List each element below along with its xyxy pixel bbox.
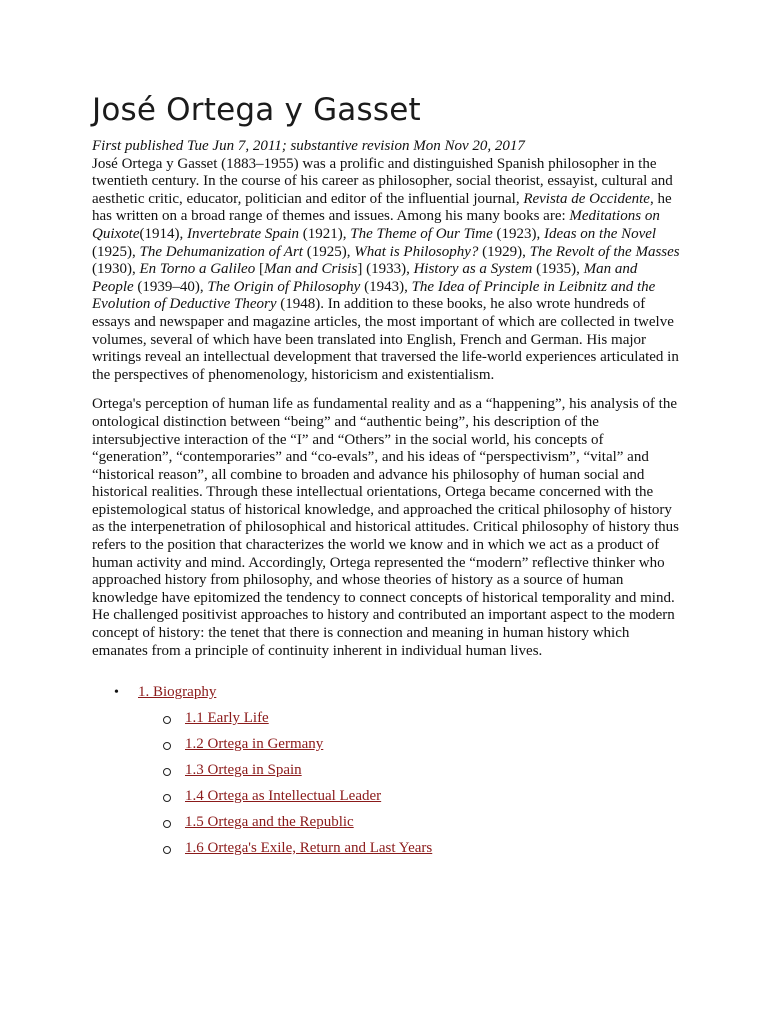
- circle-bullet-icon: [163, 794, 171, 802]
- toc-subitem-intellectual-leader: [92, 788, 682, 806]
- circle-bullet-icon: [163, 846, 171, 854]
- article-body: [92, 138, 682, 858]
- toc-subitem-spain: [92, 762, 682, 780]
- publication-info: First published Tue Jun 7, 2011; substantive revision Mon Nov 20, 2017: [92, 138, 525, 154]
- toc-subitem-republic: [92, 814, 682, 832]
- second-paragraph: Ortega's perception of human life as fundamental reality and as a “happening”, his analysis of the ontological distinction between “being” and “authentic being”, his description of the intersubjective interaction of the “I” and “Others” in the social world, his concepts of “generation”, “contemporaries” and “co-evals”, and his ideas of “perspectivism”, “vital” and “historical reason”, all combine to broaden and advance his philosophy of human social and historical realities. Through these intellectual orientations, Ortega became concerned with the epistemological status of historical knowledge, and approached the critical philosophy of history as the interpenetration of philosophical and historical attitudes. Critical philosophy of history thus refers to the position that characterizes the world we know and in which we act as a product of human activity and mind. Accordingly, Ortega represented the “modern” reflective thinker who approached history from philosophy, and whose theories of history as a source of human knowledge have epitomized the tendency to connect concepts of historical temporality and mind. He challenged positivist approaches to history and contributed an important aspect to the modern concept of history: the tenet that there is connection and meaning in human history which emanates from a principle of continuity inherent in individual human lives.: [92, 396, 679, 659]
- toc-link-republic[interactable]: 1.5 Ortega and the Republic: [185, 813, 354, 830]
- circle-bullet-icon: [163, 716, 171, 724]
- toc-sublist: [138, 710, 682, 858]
- toc-link-biography[interactable]: 1. Biography: [138, 684, 217, 701]
- circle-bullet-icon: [163, 768, 171, 776]
- toc-link-early-life[interactable]: 1.1 Early Life: [185, 709, 269, 726]
- page-title: José Ortega y Gasset: [92, 92, 421, 128]
- toc-subitem-germany: [92, 736, 682, 754]
- bullet-icon: •: [114, 685, 119, 701]
- toc-link-exile[interactable]: 1.6 Ortega's Exile, Return and Last Years: [185, 839, 433, 856]
- intro-paragraph: First published Tue Jun 7, 2011; substantive revision Mon Nov 20, 2017 José Ortega y Gasset (1883–1955) was a prolific and distinguished Spanish philosopher in the twentieth century. In the course of his career as philosopher, social theorist, essayist, cultural and aesthetic critic, educator, politician and editor of the influential journal, Revista de Occidente, he has written on a broad range of themes and issues. Among his many books are: Meditations on Quixote(1914), Invertebrate Spain (1921), The Theme of Our Time (1923), Ideas on the Novel (1925), The Dehumanization of Art (1925), What is Philosophy? (1929), The Revolt of the Masses (1930), En Torno a Galileo [Man and Crisis] (1933), History as a System (1935), Man and People (1939–40), The Origin of Philosophy (1943), The Idea of Principle in Leibnitz and the Evolution of Deductive Theory (1948). In addition to these books, he also wrote hundreds of essays and newspaper and magazine articles, the most important of which are collected in twelve volumes, several of which have been translated into English, French and German. His major writings reveal an intellectual development that traversed the life-world experiences articulated in the perspectives of phenomenology, historicism and existentialism.: [92, 138, 680, 383]
- table-of-contents: [92, 684, 682, 858]
- toc-link-intellectual-leader[interactable]: 1.4 Ortega as Intellectual Leader: [185, 787, 382, 804]
- circle-bullet-icon: [163, 820, 171, 828]
- toc-item-biography: [92, 684, 682, 858]
- circle-bullet-icon: [163, 742, 171, 750]
- toc-subitem-early-life: [92, 710, 682, 728]
- toc-link-spain[interactable]: 1.3 Ortega in Spain: [185, 761, 302, 778]
- toc-link-germany[interactable]: 1.2 Ortega in Germany: [185, 735, 324, 752]
- toc-subitem-exile: [92, 840, 682, 858]
